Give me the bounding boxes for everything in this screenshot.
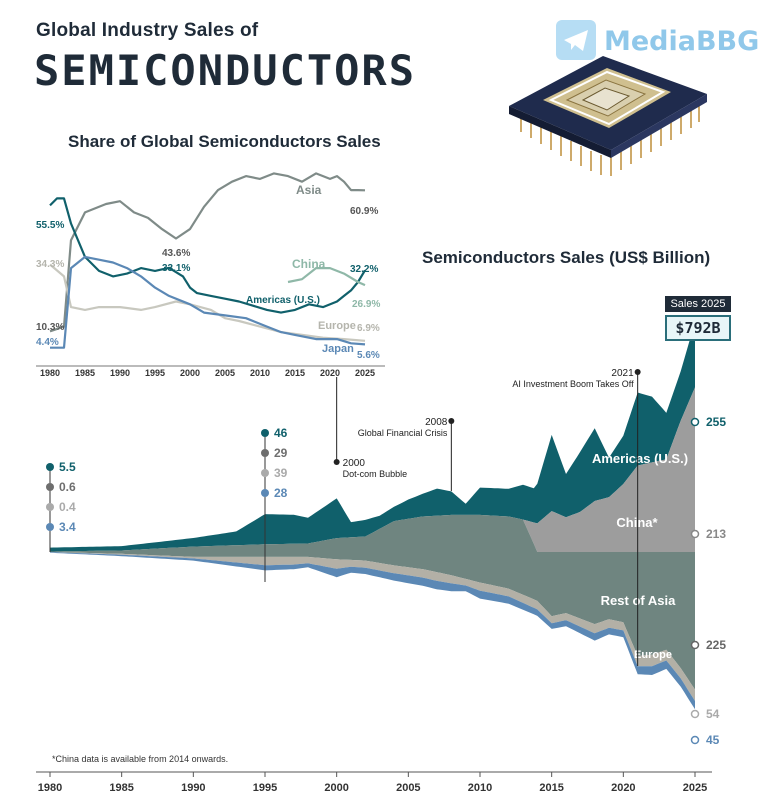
end-value-dot — [692, 711, 699, 718]
annotation-text: Global Financial Crisis — [357, 428, 448, 438]
start-value-dot — [46, 483, 54, 491]
area-x-tick: 2010 — [467, 782, 493, 794]
region-label-rest-of-asia: Rest of Asia — [600, 593, 676, 608]
area-x-tick: 2015 — [539, 782, 564, 794]
area-x-tick: 2020 — [611, 782, 636, 794]
line-x-tick: 2020 — [319, 368, 341, 378]
title-small: Global Industry Sales of — [36, 20, 259, 41]
region-label-americas-u-s: Americas (U.S.) — [591, 451, 689, 466]
area-x-tick: 1985 — [109, 782, 134, 794]
start-value-label: 39 — [274, 466, 288, 480]
end-value-label: 45 — [706, 733, 720, 747]
line-x-tick: 2010 — [249, 368, 271, 378]
sales-2025-value: $792B — [665, 315, 731, 341]
area-x-tick: 1995 — [252, 782, 278, 794]
area-x-tick: 1990 — [181, 782, 206, 794]
annotation-dot — [448, 418, 454, 424]
line-x-tick: 2015 — [284, 368, 306, 378]
title-main: SEMICONDUCTORS — [34, 46, 417, 95]
line-label-china: China — [292, 257, 326, 271]
start-value-label: 28 — [274, 486, 288, 500]
line-x-tick: 2000 — [179, 368, 201, 378]
footnote: *China data is available from 2014 onwards. — [52, 754, 229, 764]
line-label-japan: 4.4% — [36, 337, 59, 348]
start-value-dot — [261, 429, 269, 437]
line-label-americas-u-s: 33.1% — [162, 263, 191, 274]
end-value-dot — [692, 419, 699, 426]
line-label-asia: 10.3% — [36, 322, 65, 333]
start-value-dot — [46, 463, 54, 471]
sales-2025-label: Sales 2025 — [665, 296, 731, 312]
line-label-asia: 43.6% — [162, 248, 191, 259]
line-label-asia: Asia — [296, 183, 322, 197]
annotation-dot — [635, 369, 641, 375]
region-label-europe: Europe — [634, 649, 672, 661]
end-value-dot — [692, 737, 699, 744]
start-value-label: 0.6 — [59, 480, 76, 494]
line-x-tick: 1980 — [39, 368, 61, 378]
end-value-dot — [692, 642, 699, 649]
annotation-year: 2021 — [611, 368, 634, 379]
area-x-tick: 1980 — [37, 782, 63, 794]
line-label-japan: Japan — [322, 343, 354, 355]
region-label-china: China* — [616, 515, 658, 530]
region-label-japan: Japan — [637, 673, 673, 687]
end-value-label: 225 — [706, 638, 727, 652]
line-x-tick: 2025 — [354, 368, 376, 378]
start-value-label: 29 — [274, 446, 288, 460]
line-chart-title: Share of Global Semiconductors Sales — [68, 132, 381, 151]
line-label-americas-u-s: Americas (U.S.) — [246, 295, 320, 306]
line-x-tick: 1985 — [74, 368, 96, 378]
end-value-label: 54 — [706, 707, 720, 721]
start-value-label: 46 — [274, 426, 288, 440]
line-label-europe: 34.3% — [36, 259, 65, 270]
area-chart-title: Semiconductors Sales (US$ Billion) — [422, 248, 711, 267]
end-value-dot — [692, 531, 699, 538]
start-value-dot — [261, 489, 269, 497]
line-label-asia: 60.9% — [350, 206, 379, 217]
line-x-tick: 1995 — [144, 368, 166, 378]
end-value-label: 213 — [706, 527, 727, 541]
area-x-tick: 2000 — [324, 782, 349, 794]
line-label-americas-u-s: 32.2% — [350, 264, 379, 275]
start-value-label: 5.5 — [59, 460, 76, 474]
start-value-label: 3.4 — [59, 520, 76, 534]
line-x-tick: 2005 — [214, 368, 236, 378]
annotation-text: Dot-com Bubble — [342, 469, 408, 479]
start-value-dot — [261, 469, 269, 477]
end-value-label: 255 — [706, 415, 727, 429]
annotation-year: 2000 — [342, 458, 365, 469]
annotation-year: 2008 — [425, 417, 448, 428]
line-label-europe: 6.9% — [357, 323, 380, 334]
sales-2025-box — [665, 296, 731, 341]
area-x-tick: 2025 — [682, 782, 708, 794]
logo-text: MediaBBG — [604, 26, 760, 57]
annotation-text: AI Investment Boom Takes Off — [512, 379, 634, 389]
start-value-label: 0.4 — [59, 500, 76, 514]
line-label-europe: Europe — [318, 320, 356, 332]
start-value-dot — [261, 449, 269, 457]
line-label-china: 26.9% — [352, 299, 381, 310]
line-label-americas-u-s: 55.5% — [36, 220, 65, 231]
area-x-tick: 2005 — [396, 782, 421, 794]
line-x-tick: 1990 — [109, 368, 131, 378]
line-label-japan: 5.6% — [357, 350, 380, 361]
start-value-dot — [46, 503, 54, 511]
annotation-dot — [334, 459, 340, 465]
start-value-dot — [46, 523, 54, 531]
